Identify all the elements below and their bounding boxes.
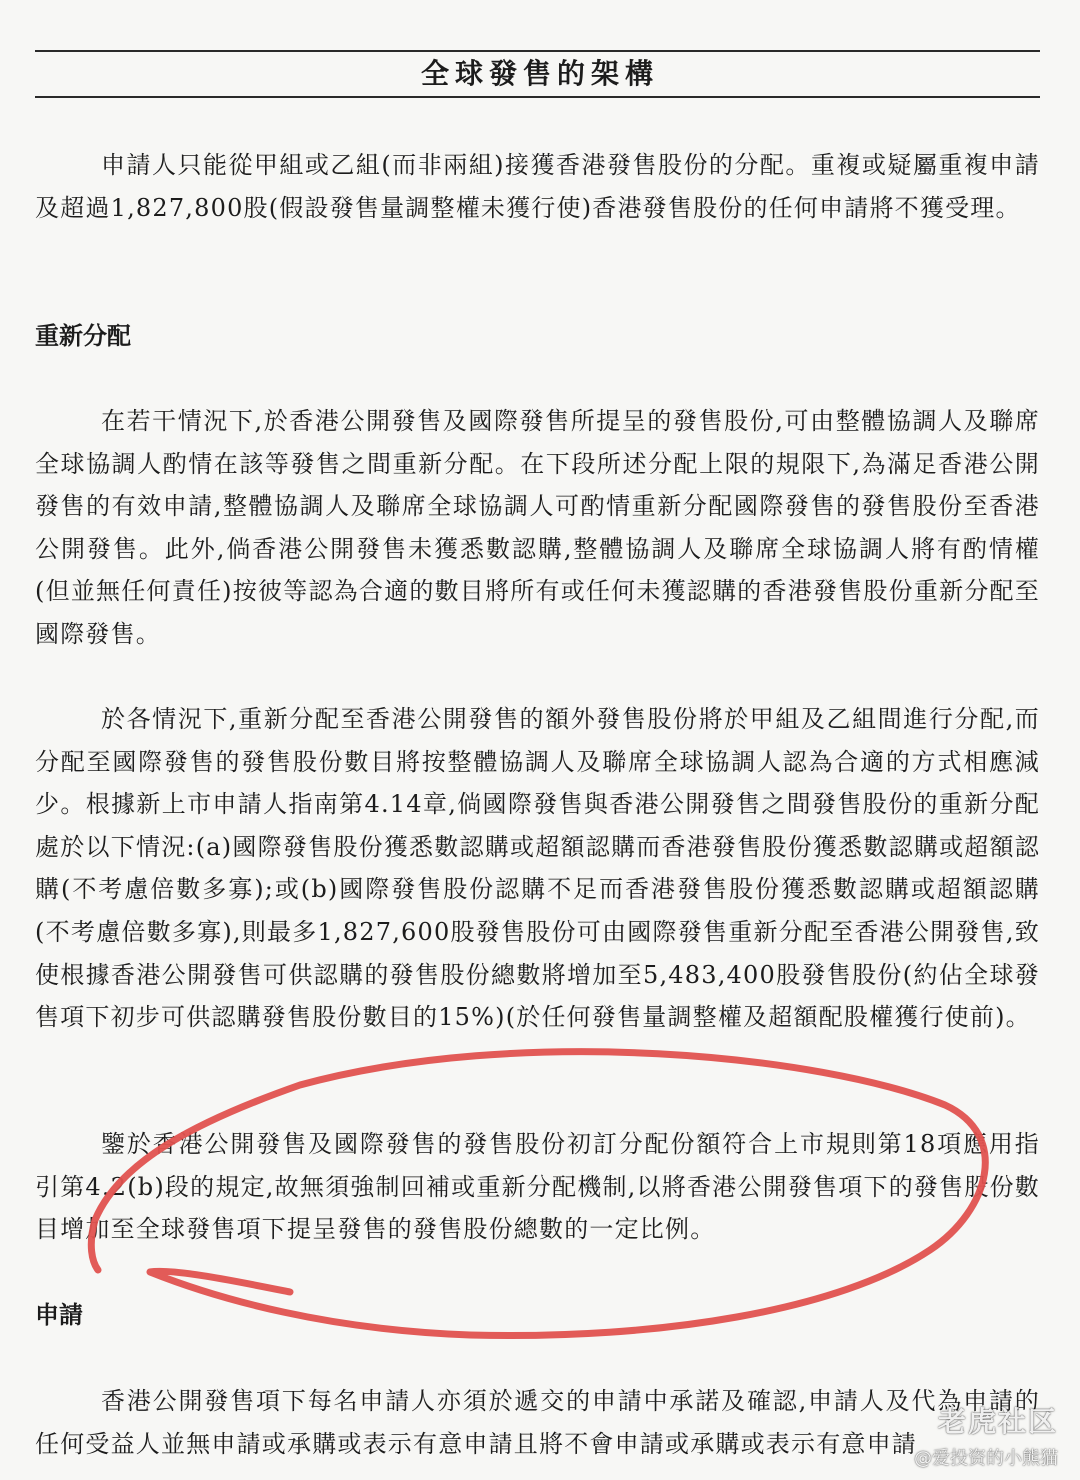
paragraph-reallocation-1: 在若干情況下,於香港公開發售及國際發售所提呈的發售股份,可由整體協調人及聯席全球協調人酌情在該等發售之間重新分配。在下段所述分配上限的規限下,為滿足香港公開發售的有效申請,整體協調人及聯席全球協調人可酌情重新分配國際發售的發售股份至香港公開發售。此外,倘香港公開發售未獲悉數認購,整體協調人及聯席全球協調人將有酌情權(但並無任何責任)按彼等認為合適的數目將所有或任何未獲認購的香港發售股份重新分配至國際發售。 <box>35 407 1040 648</box>
intro-paragraph: 申請人只能從甲組或乙組(而非兩組)接獲香港發售股份的分配。重複或疑屬重複申請及超過1,827,800股(假設發售量調整權未獲行使)香港發售股份的任何申請將不獲受理。 <box>35 151 1040 222</box>
paragraph-application: 香港公開發售項下每名申請人亦須於遞交的申請中承諾及確認,申請人及代為申請的任何受益人並無申請或承購或表示有意申請且將不會申請或承購或表示有意申請 <box>35 1387 1040 1458</box>
page-title: 全球發售的架構 <box>420 57 659 90</box>
watermark-user: @爱投资的小熊猫 <box>914 1448 1058 1469</box>
title-rule-bottom <box>35 96 1040 98</box>
paragraph-clawback: 鑒於香港公開發售及國際發售的發售股份初訂分配份額符合上市規則第18項應用指引第4.2(b)段的規定,故無須強制回補或重新分配機制,以將香港公開發售項下的發售股份數目增加至全球發售項下提呈發售的發售股份總數的一定比例。 <box>35 1130 1040 1244</box>
paragraph-reallocation-2: 於各情況下,重新分配至香港公開發售的額外發售股份將於甲組及乙組間進行分配,而分配至國際發售的發售股份數目將按整體協調人及聯席全球協調人認為合適的方式相應減少。根據新上市申請人指南第4.14章,倘國際發售與香港公開發售之間發售股份的重新分配處於以下情況:(a)國際發售股份獲悉數認購或超額認購而香港發售股份獲悉數認購或超額認購(不考慮倍數多寡);或(b)國際發售股份認購不足而香港發售股份獲悉數認購或超額認購(不考慮倍數多寡),則最多1,827,600股發售股份可由國際發售重新分配至香港公開發售,致使根據香港公開發售可供認購的發售股份總數將增加至5,483,400股發售股份(約佔全球發售項下初步可供認購發售股份數目的15%)(於任何發售量調整權及超額配股權獲行使前)。 <box>35 705 1040 1032</box>
title-rule-top <box>35 50 1040 52</box>
section-heading-application: 申請 <box>35 1301 83 1329</box>
section-heading-reallocation: 重新分配 <box>35 322 131 350</box>
watermark-brand: 老虎社区 <box>937 1405 1058 1438</box>
